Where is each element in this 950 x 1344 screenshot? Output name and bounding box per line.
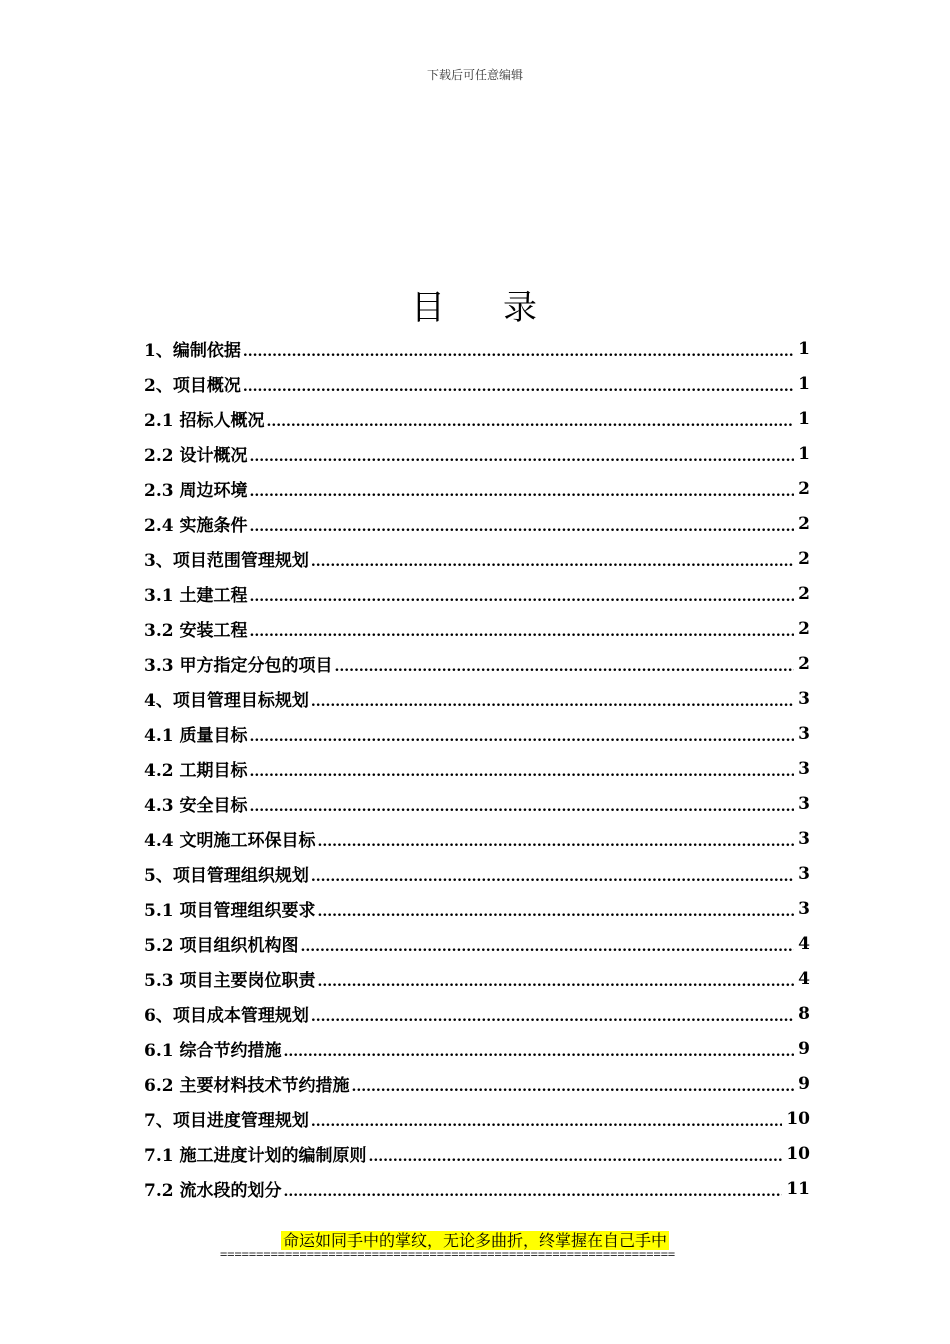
toc-entry[interactable]	[144, 471, 810, 506]
toc-list	[144, 331, 810, 1206]
toc-entry[interactable]	[144, 926, 810, 961]
toc-entry[interactable]	[144, 821, 810, 856]
toc-entry-page-number: 2	[798, 653, 810, 674]
toc-entry-label: 6.2 主要材料技术节约措施	[144, 1076, 350, 1096]
toc-entry-label: 4.4 文明施工环保目标	[144, 831, 316, 851]
toc-title	[0, 280, 950, 329]
toc-dot-leader	[267, 411, 795, 431]
toc-dot-leader	[369, 1146, 783, 1166]
toc-dot-leader	[250, 446, 795, 466]
toc-entry-page-number: 10	[786, 1143, 810, 1164]
toc-entry-page-number: 3	[798, 793, 810, 814]
toc-entry[interactable]	[144, 576, 810, 611]
toc-dot-leader	[250, 796, 795, 816]
toc-dot-leader	[311, 1006, 794, 1026]
toc-entry-page-number: 1	[798, 338, 810, 359]
toc-entry-label: 2.1 招标人概况	[144, 411, 265, 431]
toc-entry-page-number: 2	[798, 513, 810, 534]
toc-dot-leader	[284, 1181, 783, 1201]
toc-entry-page-number: 8	[798, 1003, 810, 1024]
toc-dot-leader	[250, 726, 795, 746]
toc-entry[interactable]	[144, 786, 810, 821]
toc-dot-leader	[352, 1076, 795, 1096]
toc-entry[interactable]	[144, 401, 810, 436]
toc-entry-label: 1、编制依据	[144, 341, 241, 361]
toc-entry[interactable]	[144, 366, 810, 401]
toc-entry-page-number: 3	[798, 828, 810, 849]
toc-entry-label: 2.2 设计概况	[144, 446, 248, 466]
toc-entry-page-number: 3	[798, 688, 810, 709]
toc-entry-label: 3.2 安装工程	[144, 621, 248, 641]
toc-entry[interactable]	[144, 856, 810, 891]
toc-entry[interactable]	[144, 331, 810, 366]
toc-entry[interactable]	[144, 646, 810, 681]
toc-entry[interactable]	[144, 506, 810, 541]
toc-entry-label: 6、项目成本管理规划	[144, 1006, 309, 1026]
toc-dot-leader	[250, 586, 795, 606]
toc-entry[interactable]	[144, 996, 810, 1031]
toc-dot-leader	[335, 656, 795, 676]
toc-dot-leader	[301, 936, 795, 956]
toc-entry-label: 4.1 质量目标	[144, 726, 248, 746]
toc-entry-page-number: 2	[798, 618, 810, 639]
toc-entry-page-number: 3	[798, 723, 810, 744]
toc-entry[interactable]	[144, 751, 810, 786]
toc-entry-label: 2、项目概况	[144, 376, 241, 396]
toc-entry-label: 4、项目管理目标规划	[144, 691, 309, 711]
footer-motto-text: 命运如同手中的掌纹，无论多曲折，终掌握在自己手中	[282, 1231, 667, 1250]
toc-entry-page-number: 3	[798, 758, 810, 779]
toc-entry-label: 5.1 项目管理组织要求	[144, 901, 316, 921]
toc-entry-label: 5、项目管理组织规划	[144, 866, 309, 886]
toc-entry-label: 7、项目进度管理规划	[144, 1111, 309, 1131]
toc-dot-leader	[311, 866, 794, 886]
toc-entry-page-number: 2	[798, 548, 810, 569]
toc-entry-page-number: 4	[798, 933, 810, 954]
toc-entry[interactable]	[144, 541, 810, 576]
toc-entry[interactable]	[144, 1066, 810, 1101]
toc-entry-page-number: 10	[786, 1108, 810, 1129]
toc-entry-label: 2.3 周边环境	[144, 481, 248, 501]
toc-dot-leader	[318, 831, 795, 851]
page-header-note: 下载后可任意编辑	[426, 68, 523, 82]
toc-dot-leader	[250, 621, 795, 641]
toc-entry[interactable]	[144, 1031, 810, 1066]
toc-entry[interactable]	[144, 681, 810, 716]
toc-entry-label: 3.1 土建工程	[144, 586, 248, 606]
toc-title-char-2: 录	[503, 288, 539, 328]
toc-entry[interactable]	[144, 436, 810, 471]
toc-entry-label: 7.2 流水段的划分	[144, 1181, 282, 1201]
toc-dot-leader	[250, 481, 795, 501]
toc-entry-label: 2.4 实施条件	[144, 516, 248, 536]
toc-entry-page-number: 11	[786, 1178, 810, 1199]
toc-entry-label: 3.3 甲方指定分包的项目	[144, 656, 333, 676]
toc-entry-label: 7.1 施工进度计划的编制原则	[144, 1146, 367, 1166]
toc-entry-label: 6.1 综合节约措施	[144, 1041, 282, 1061]
toc-dot-leader	[250, 516, 795, 536]
toc-entry-page-number: 1	[798, 408, 810, 429]
toc-entry-label: 5.2 项目组织机构图	[144, 936, 299, 956]
toc-entry[interactable]	[144, 716, 810, 751]
toc-entry-label: 4.3 安全目标	[144, 796, 248, 816]
toc-entry-page-number: 1	[798, 373, 810, 394]
toc-dot-leader	[311, 551, 794, 571]
toc-entry[interactable]	[144, 891, 810, 926]
toc-entry[interactable]	[144, 1101, 810, 1136]
toc-dot-leader	[311, 1111, 782, 1131]
toc-entry-page-number: 2	[798, 478, 810, 499]
toc-entry-page-number: 4	[798, 968, 810, 989]
toc-entry-page-number: 9	[798, 1073, 810, 1094]
toc-entry[interactable]	[144, 961, 810, 996]
toc-entry-page-number: 1	[798, 443, 810, 464]
toc-entry[interactable]	[144, 1136, 810, 1171]
toc-entry[interactable]	[144, 611, 810, 646]
toc-title-char-1: 目	[411, 288, 447, 328]
footer-rule: ===============================================================	[220, 1247, 676, 1261]
toc-dot-leader	[250, 761, 795, 781]
toc-entry-page-number: 3	[798, 898, 810, 919]
toc-dot-leader	[311, 691, 794, 711]
toc-dot-leader	[243, 341, 794, 361]
toc-entry-label: 3、项目范围管理规划	[144, 551, 309, 571]
toc-entry-page-number: 3	[798, 863, 810, 884]
toc-entry-page-number: 9	[798, 1038, 810, 1059]
toc-dot-leader	[284, 1041, 795, 1061]
toc-entry-page-number: 2	[798, 583, 810, 604]
toc-entry-label: 4.2 工期目标	[144, 761, 248, 781]
toc-entry-label: 5.3 项目主要岗位职责	[144, 971, 316, 991]
toc-dot-leader	[243, 376, 794, 396]
toc-dot-leader	[318, 971, 795, 991]
toc-dot-leader	[318, 901, 795, 921]
toc-entry[interactable]	[144, 1171, 810, 1206]
